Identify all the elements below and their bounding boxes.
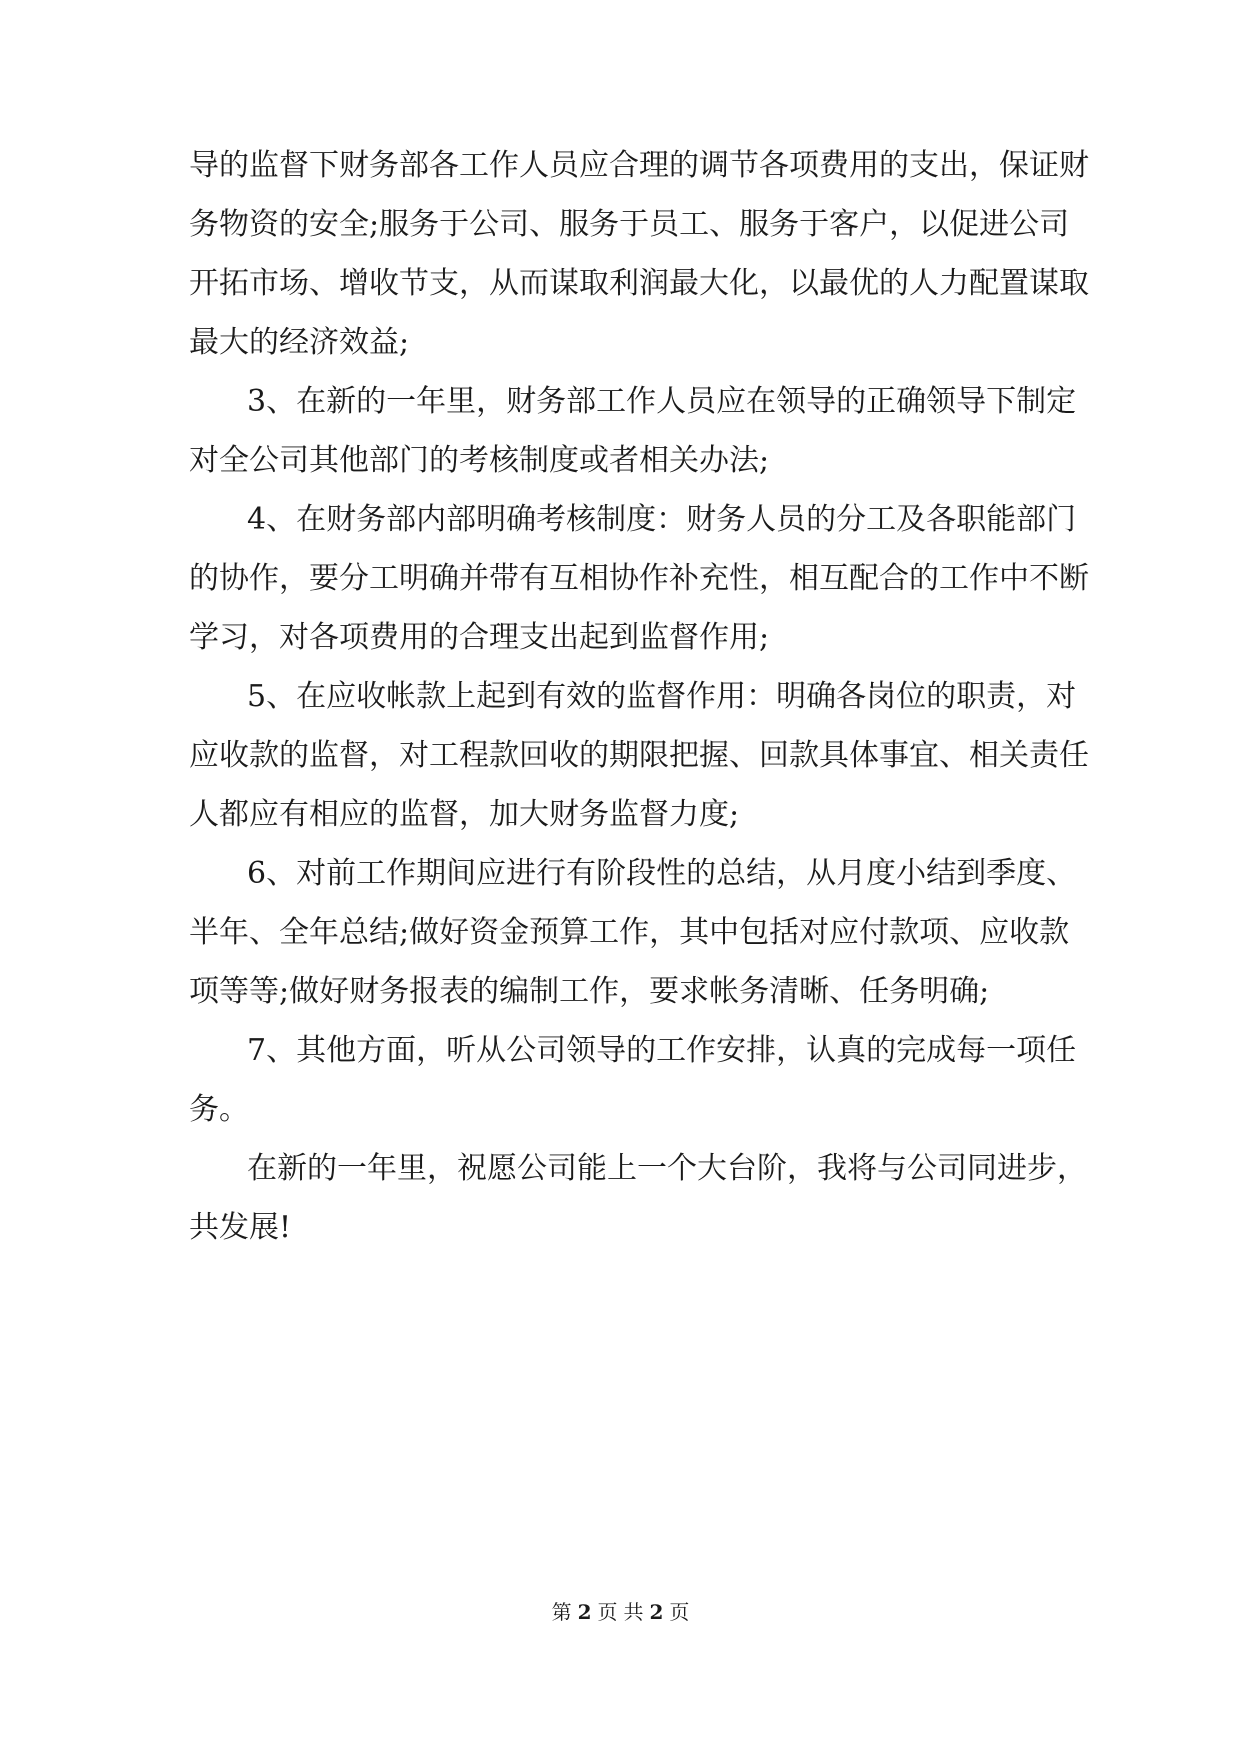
paragraph-line: 6、对前工作期间应进行有阶段性的总结，从月度小结到季度、 xyxy=(247,856,1077,891)
paragraph-line: 4、在财务部内部明确考核制度：财务人员的分工及各职能部门 xyxy=(247,502,1077,537)
paragraph-line: 在新的一年里，祝愿公司能上一个大台阶，我将与公司同进步， xyxy=(247,1151,1087,1186)
current-page-number: 2 xyxy=(577,1600,592,1624)
paragraph-line: 导的监督下财务部各工作人员应合理的调节各项费用的支出，保证财 xyxy=(189,148,1089,183)
footer-total-label: 共 xyxy=(623,1600,644,1624)
paragraph-line: 开拓市场、增收节支，从而谋取利润最大化，以最优的人力配置谋取 xyxy=(189,266,1089,301)
paragraph-line: 半年、全年总结;做好资金预算工作，其中包括对应付款项、应收款 xyxy=(189,915,1070,950)
paragraph-line: 项等等;做好财务报表的编制工作，要求帐务清晰、任务明确; xyxy=(189,974,990,1009)
footer-prefix: 第 xyxy=(551,1600,572,1624)
paragraph-line: 最大的经济效益; xyxy=(189,325,410,360)
paragraph-line: 应收款的监督，对工程款回收的期限把握、回款具体事宜、相关责任 xyxy=(189,738,1089,773)
paragraph-line: 务物资的安全;服务于公司、服务于员工、服务于客户，以促进公司 xyxy=(189,207,1070,242)
total-page-number: 2 xyxy=(649,1600,664,1624)
footer-page-label: 页 xyxy=(597,1600,618,1624)
paragraph-line: 的协作，要分工明确并带有互相协作补充性，相互配合的工作中不断 xyxy=(189,561,1089,596)
paragraph-line: 务。 xyxy=(189,1092,249,1127)
page-footer xyxy=(0,1598,1241,1626)
paragraph-line: 学习，对各项费用的合理支出起到监督作用; xyxy=(189,620,770,655)
paragraph-line: 对全公司其他部门的考核制度或者相关办法; xyxy=(189,443,770,478)
paragraph-line: 共发展! xyxy=(189,1210,292,1245)
footer-suffix: 页 xyxy=(669,1600,690,1624)
paragraph-line: 人都应有相应的监督，加大财务监督力度; xyxy=(189,797,740,832)
paragraph-line: 3、在新的一年里，财务部工作人员应在领导的正确领导下制定 xyxy=(247,384,1077,419)
paragraph-line: 7、其他方面，听从公司领导的工作安排，认真的完成每一项任 xyxy=(247,1033,1077,1068)
paragraph-line: 5、在应收帐款上起到有效的监督作用：明确各岗位的职责，对 xyxy=(247,679,1077,714)
